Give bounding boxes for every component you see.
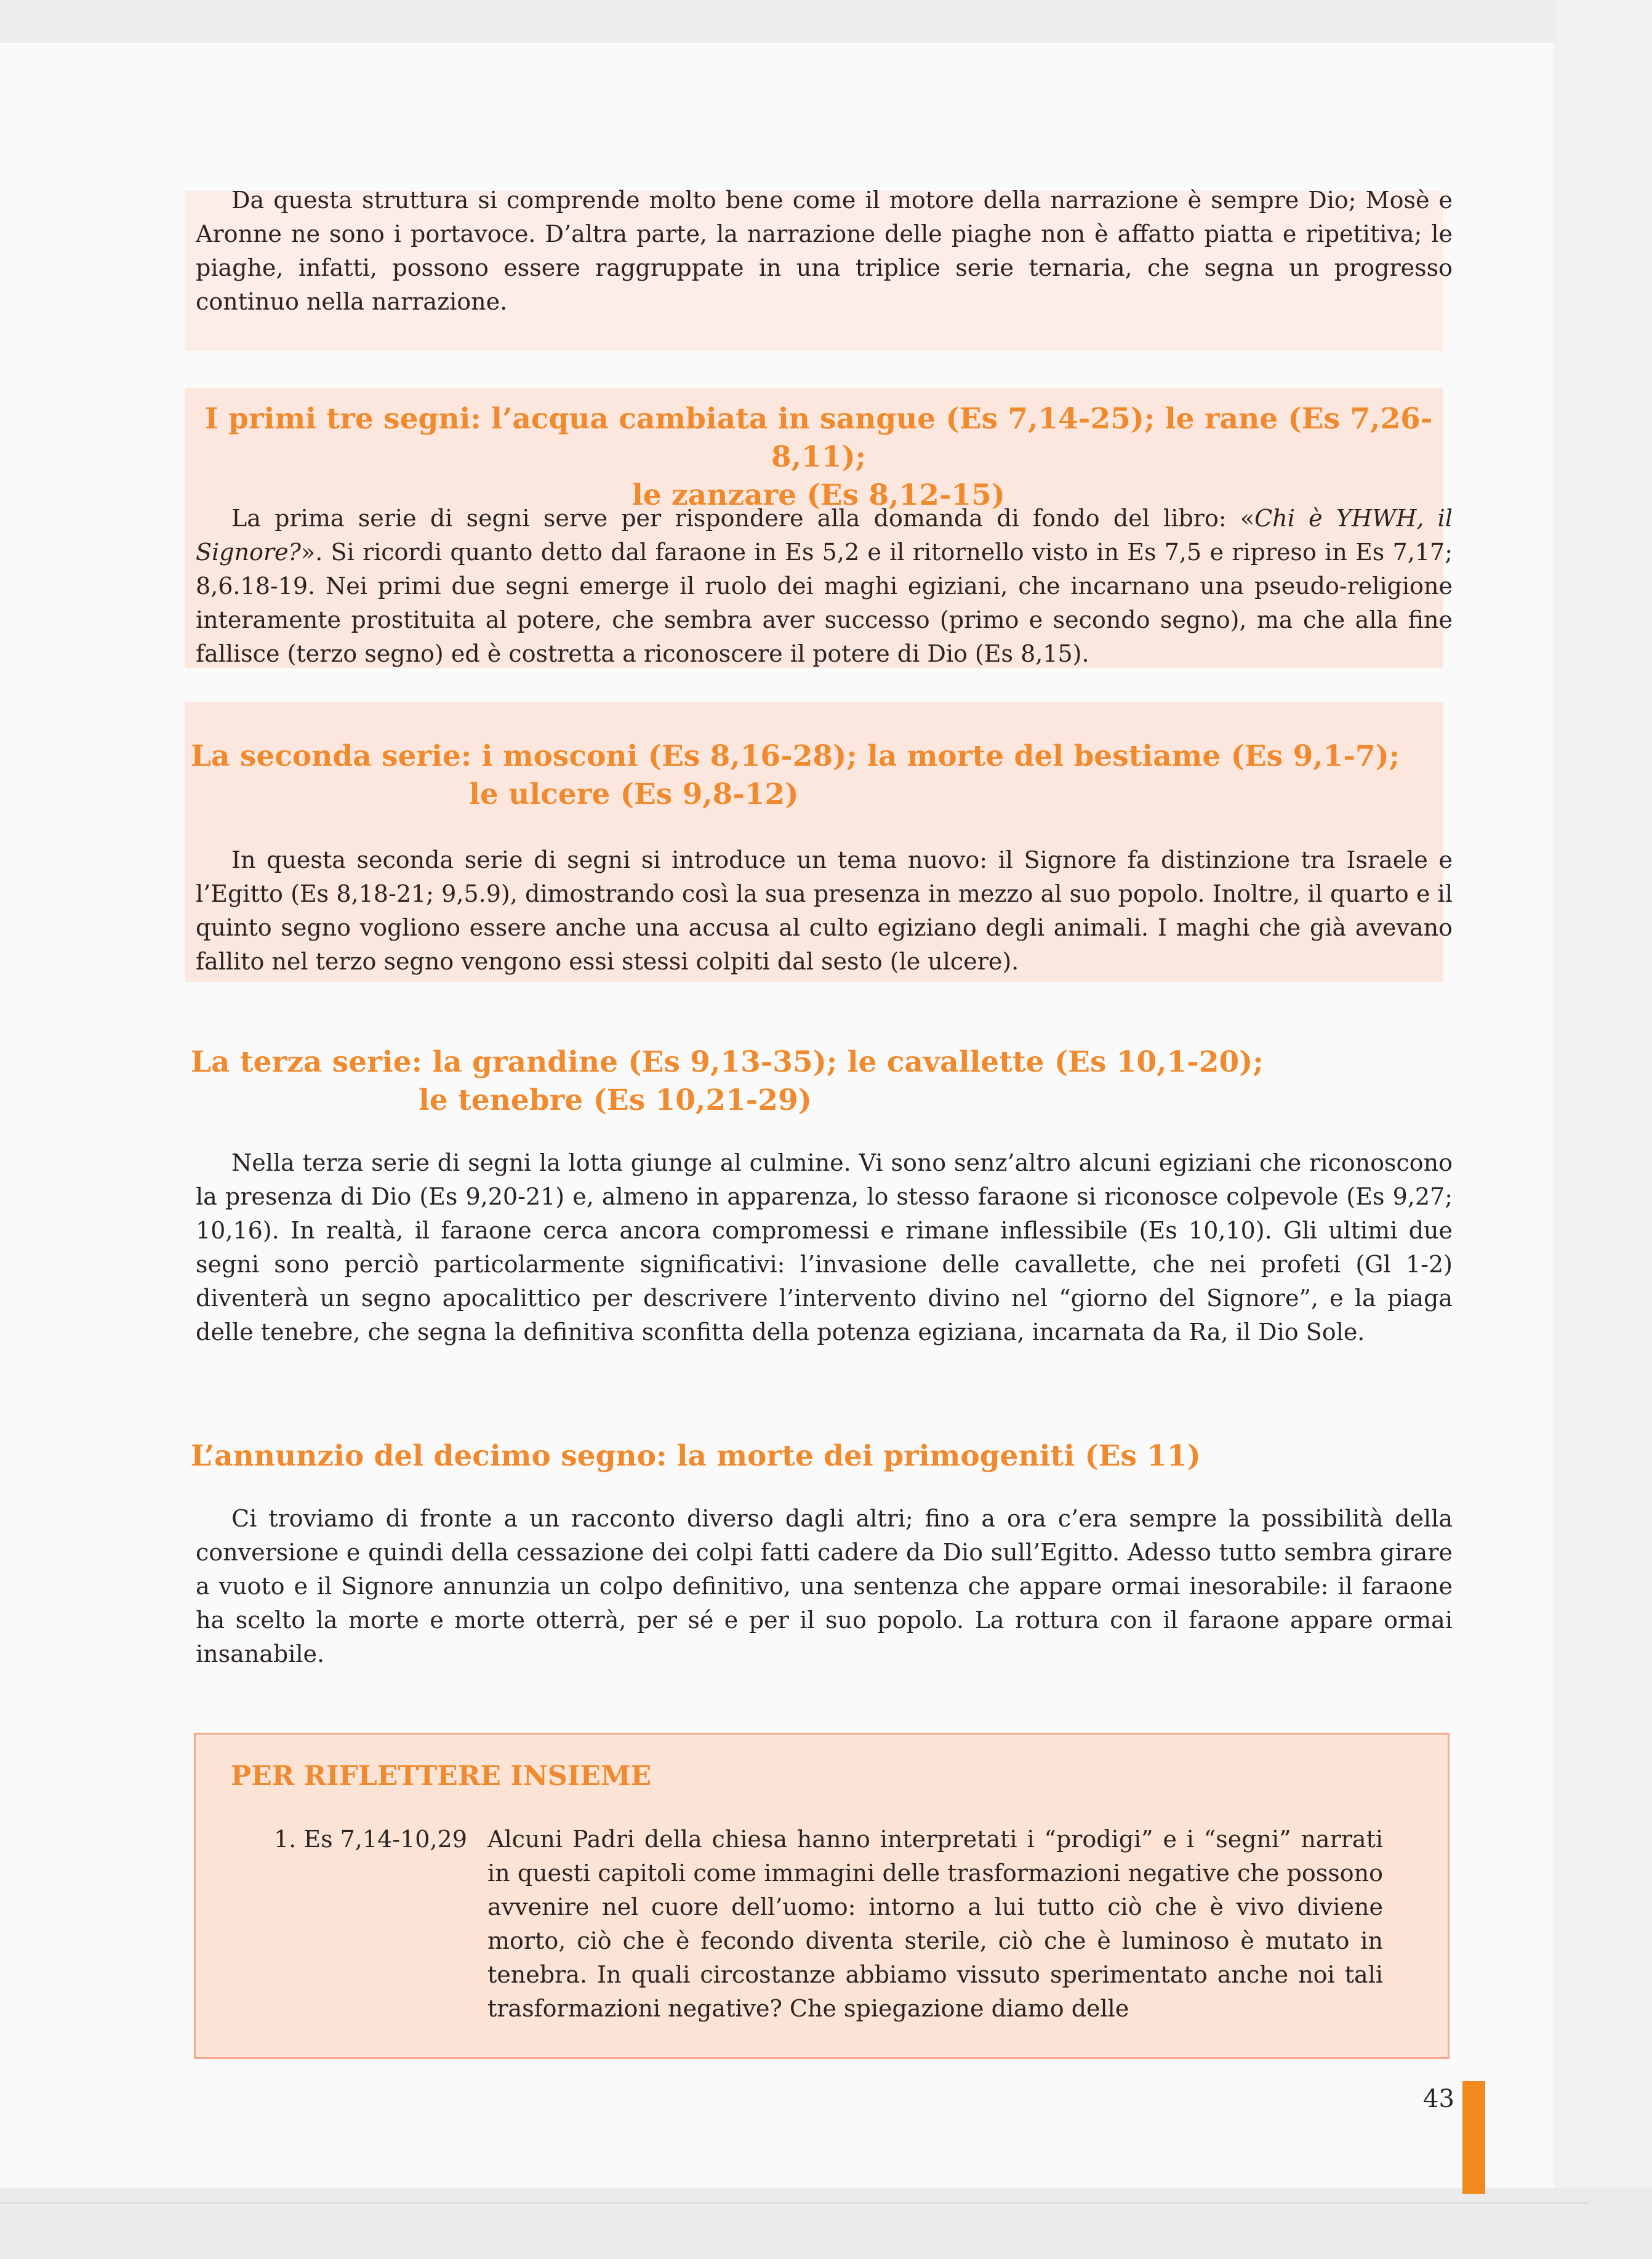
section-1-title: I primi tre segni: l’acqua cambiata in sangue (Es 7,14-25); le rane (Es 7,26-8,11); le zanzare (Es 8,12-15): [204, 402, 1433, 512]
bottom-divider: [0, 2202, 1588, 2204]
scan-margin-top: [0, 0, 1652, 43]
question-text: Alcuni Padri della chiesa hanno interpretati i “prodigi” e i “segni” narrati in questi capitoli come immagini delle trasformazioni negative che possono avvenire nel cuore dell’uomo: intorno a lui tutto ciò che è vivo diviene morto, ciò che è fecondo diventa sterile, ciò che è luminoso è mutato in tenebra. In quali circostanze abbiamo vissuto sperimentato anche noi tali trasformazioni negative? Che spiegazione diamo delle: [487, 1826, 1383, 2022]
section-2-title: La seconda serie: i mosconi (Es 8,16-28); la morte del bestiame (Es 9,1-7); le ulcere (Es 9,8-12): [191, 739, 1400, 811]
question-reference: 1. Es 7,14-10,29: [274, 1826, 467, 1853]
section-3-title: La terza serie: la grandine (Es 9,13-35); le cavallette (Es 10,1-20); le tenebre (Es 10,21-29): [191, 1045, 1264, 1117]
section-4-paragraph: Ci troviamo di fronte a un racconto diverso dagli altri; fino a ora c’era sempre la possibilità della conversione e quindi della cessazione dei colpi fatti cadere da Dio sull’Egitto. Adesso tutto sembra girare a vuoto e il Signore annunzia un colpo definitivo, una sentenza che appare ormai inesorabile: il faraone ha scelto la morte e morte otterrà, per sé e per il suo popolo. La rottura con il faraone appare ormai insanabile.: [196, 1505, 1453, 1667]
page-number: 43: [1423, 2085, 1454, 2113]
reflection-box-title: PER RIFLETTERE INSIEME: [231, 1760, 652, 1792]
section-2-paragraph: In questa seconda serie di segni si introduce un tema nuovo: il Signore fa distinzione tra Israele e l’Egitto (Es 8,18-21; 9,5.9), dimostrando così la sua presenza in mezzo al suo popolo. Inoltre, il quarto e il quinto segno vogliono essere anche una accusa al culto egiziano degli animali. I maghi che già avevano fallito nel terzo segno vengono essi stessi colpiti dal sesto (le ulcere).: [196, 846, 1453, 975]
scan-margin-right: [1554, 0, 1652, 2259]
section-3-paragraph: Nella terza serie di segni la lotta giunge al culmine. Vi sono senz’altro alcuni egiziani che riconoscono la presenza di Dio (Es 9,20-21) e, almeno in apparenza, lo stesso faraone si riconosce colpevole (Es 9,27; 10,16). In realtà, il faraone cerca ancora compromessi e rimane inflessibile (Es 10,10). Gli ultimi due segni sono perciò particolarmente significativi: l’invasione delle cavallette, che nei profeti (Gl 1-2) diventerà un segno apocalittico per descrivere l’intervento divino nel “giorno del Signore”, e la piaga delle tenebre, che segna la definitiva sconfitta della potenza egiziana, incarnata da Ra, il Dio Sole.: [196, 1149, 1453, 1346]
intro-paragraph: Da questa struttura si comprende molto bene come il motore della narrazione è sempre Dio; Mosè e Aronne ne sono i portavoce. D’altra parte, la narrazione delle piaghe non è affatto piatta e ripetitiva; le piaghe, infatti, possono essere raggruppate in una triplice serie ternaria, che segna un progresso continuo nella narrazione.: [196, 187, 1453, 315]
section-1-paragraph: La prima serie di segni serve per rispondere alla domanda di fondo del libro: «Chi è YHWH, il Signore?». Si ricordi quanto detto dal faraone in Es 5,2 e il ritornello visto in Es 7,5 e ripreso in Es 7,17; 8,6.18-19. Nei primi due segni emerge il ruolo dei maghi egiziani, che incarnano una pseudo-religione interamente prostituita al potere, che sembra aver successo (primo e secondo segno), ma che alla fine fallisce (terzo segno) ed è costretta a riconoscere il potere di Dio (Es 8,15).: [196, 505, 1453, 667]
scan-margin-bottom: [0, 2188, 1652, 2259]
page-tab-marker: [1462, 2081, 1485, 2194]
section-4-title: L’annunzio del decimo segno: la morte dei primogeniti (Es 11): [191, 1439, 1201, 1473]
